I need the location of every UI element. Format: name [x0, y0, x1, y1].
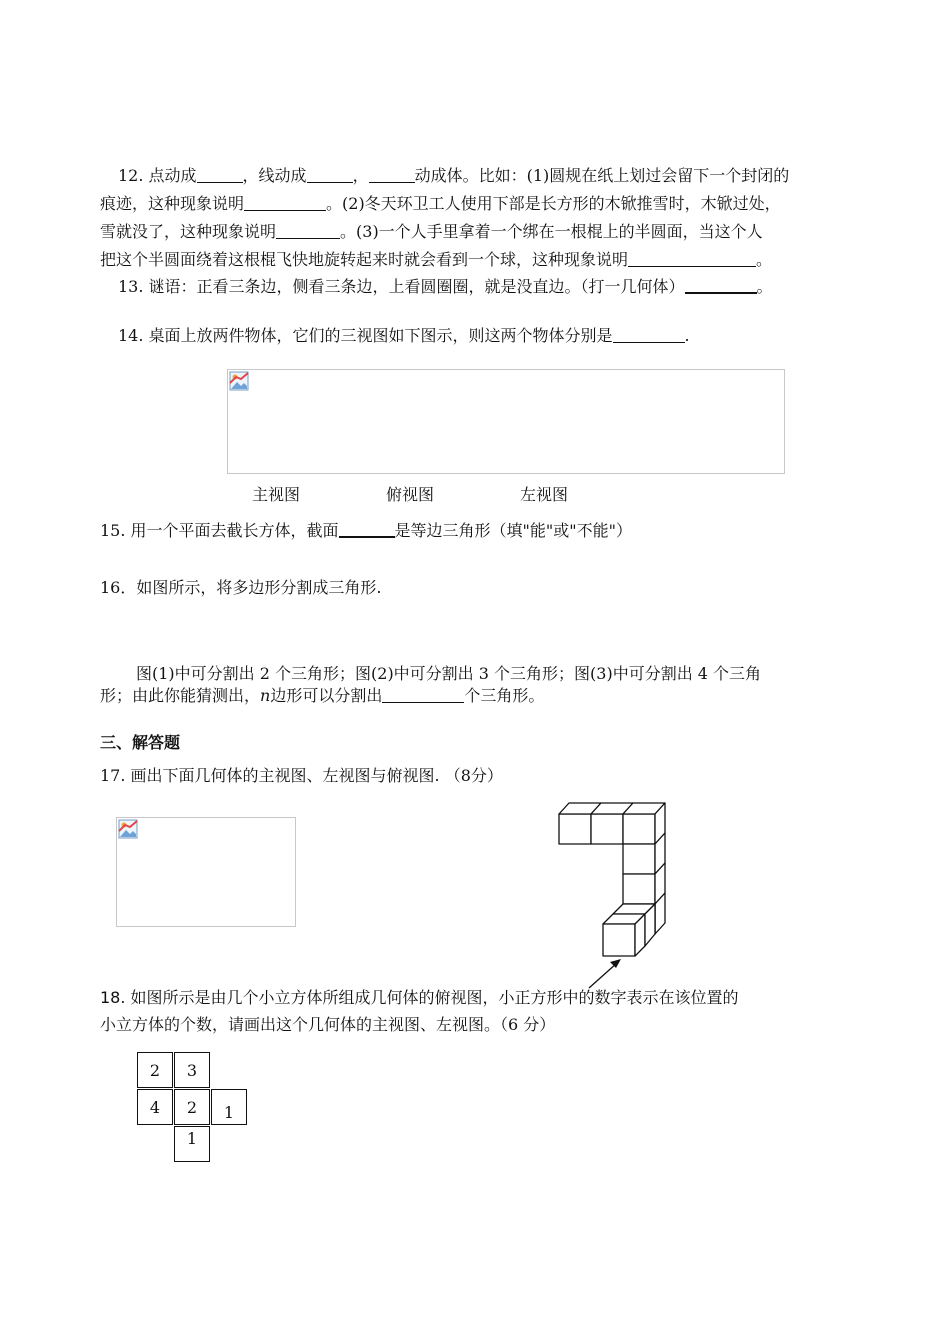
- q14-text: .: [684, 326, 690, 345]
- q12-text: ，线动成: [242, 166, 307, 185]
- answer-blank[interactable]: [613, 324, 685, 343]
- caption-top-view: 俯视图: [386, 485, 435, 504]
- q16-line-2: [100, 684, 544, 708]
- q14-text: 14. 桌面上放两件物体，它们的三视图如下图示，则这两个物体分别是: [118, 326, 613, 345]
- q18-line-2: 小立方体的个数，请画出这个几何体的主视图、左视图。（6 分）: [100, 1015, 556, 1034]
- q12-line-2: [100, 192, 781, 216]
- q16-line-1: 图(1)中可分割出 2 个三角形；图(2)中可分割出 3 个三角形；图(3)中可分割出 4 个三角: [136, 664, 762, 683]
- q12-line-3: [100, 220, 763, 244]
- answer-blank[interactable]: [276, 220, 340, 239]
- grid-cell: 1: [211, 1089, 247, 1125]
- q18-text: 如图所示是由几个小立方体所组成几何体的俯视图，小正方形中的数字表示在该位置的: [125, 988, 739, 1007]
- q14-line: [118, 324, 690, 348]
- q12-text: 12. 点动成: [118, 166, 197, 185]
- q13-text: 。: [756, 277, 773, 296]
- caption-front-view: 主视图: [252, 485, 301, 504]
- answer-blank[interactable]: [628, 248, 756, 267]
- q12-text: 。(3)一个人手里拿着一个绑在一根棍上的半圆面，当这个人: [340, 222, 763, 241]
- q15-text: 15. 用一个平面去截长方体，截面: [100, 521, 339, 540]
- q13-line: [118, 274, 773, 299]
- q12-text: 把这个半圆面绕着这根棍飞快地旋转起来时就会看到一个球，这种现象说明: [100, 250, 629, 269]
- q16-text: 个三角形。: [464, 686, 545, 705]
- q17-line: 17. 画出下面几何体的主视图、左视图与俯视图. （8分）: [100, 766, 503, 785]
- q16-text: 形；由此你能猜测出，: [100, 686, 261, 705]
- caption-left-view: 左视图: [520, 485, 569, 504]
- section-heading: 三、解答题: [100, 733, 181, 752]
- variable-n: n: [260, 686, 271, 705]
- answer-blank[interactable]: [382, 684, 464, 703]
- answer-blank[interactable]: [369, 164, 415, 183]
- grid-cell: 4: [137, 1089, 173, 1125]
- q18-line-1: [100, 986, 739, 1010]
- q12-text: ，: [352, 166, 369, 185]
- q12-text: 。: [756, 250, 773, 269]
- grid-cell: 2: [137, 1052, 173, 1088]
- q13-text: 13. 谜语：正看三条边，侧看三条边，上看圆圈圈，就是没直边。（打一几何体）: [118, 277, 685, 296]
- q15-line: [100, 518, 632, 543]
- grid-cell: 2: [174, 1089, 210, 1125]
- answer-blank[interactable]: [685, 274, 757, 294]
- q18-number: 18.: [100, 988, 126, 1007]
- q12-text: 雪就没了，这种现象说明: [100, 222, 277, 241]
- q17-image-placeholder: [116, 817, 296, 927]
- q12-text: 。(2)冬天环卫工人使用下部是长方形的木锨推雪时，木锨过处，: [326, 194, 781, 213]
- q12-text: 动成体。比如：(1)圆规在纸上划过会留下一个封闭的: [414, 166, 790, 185]
- q16-text: 边形可以分割出: [270, 686, 383, 705]
- cube-stack-figure: [555, 800, 670, 990]
- q12-line-1: [118, 164, 789, 188]
- q12-line-4: [100, 248, 772, 272]
- grid-cell: 3: [174, 1052, 210, 1088]
- broken-image-icon: [229, 371, 249, 391]
- answer-blank[interactable]: [244, 192, 326, 211]
- broken-image-icon: [118, 819, 138, 839]
- q16-title: 16．如图所示，将多边形分割成三角形.: [100, 578, 382, 597]
- q15-text: 是等边三角形（填"能"或"不能"）: [394, 521, 632, 540]
- q12-text: 痕迹，这种现象说明: [100, 194, 245, 213]
- answer-blank[interactable]: [197, 164, 243, 183]
- three-views-image-placeholder: [227, 369, 785, 474]
- answer-blank[interactable]: [339, 518, 395, 538]
- grid-cell: 1: [174, 1126, 210, 1162]
- answer-blank[interactable]: [307, 164, 353, 183]
